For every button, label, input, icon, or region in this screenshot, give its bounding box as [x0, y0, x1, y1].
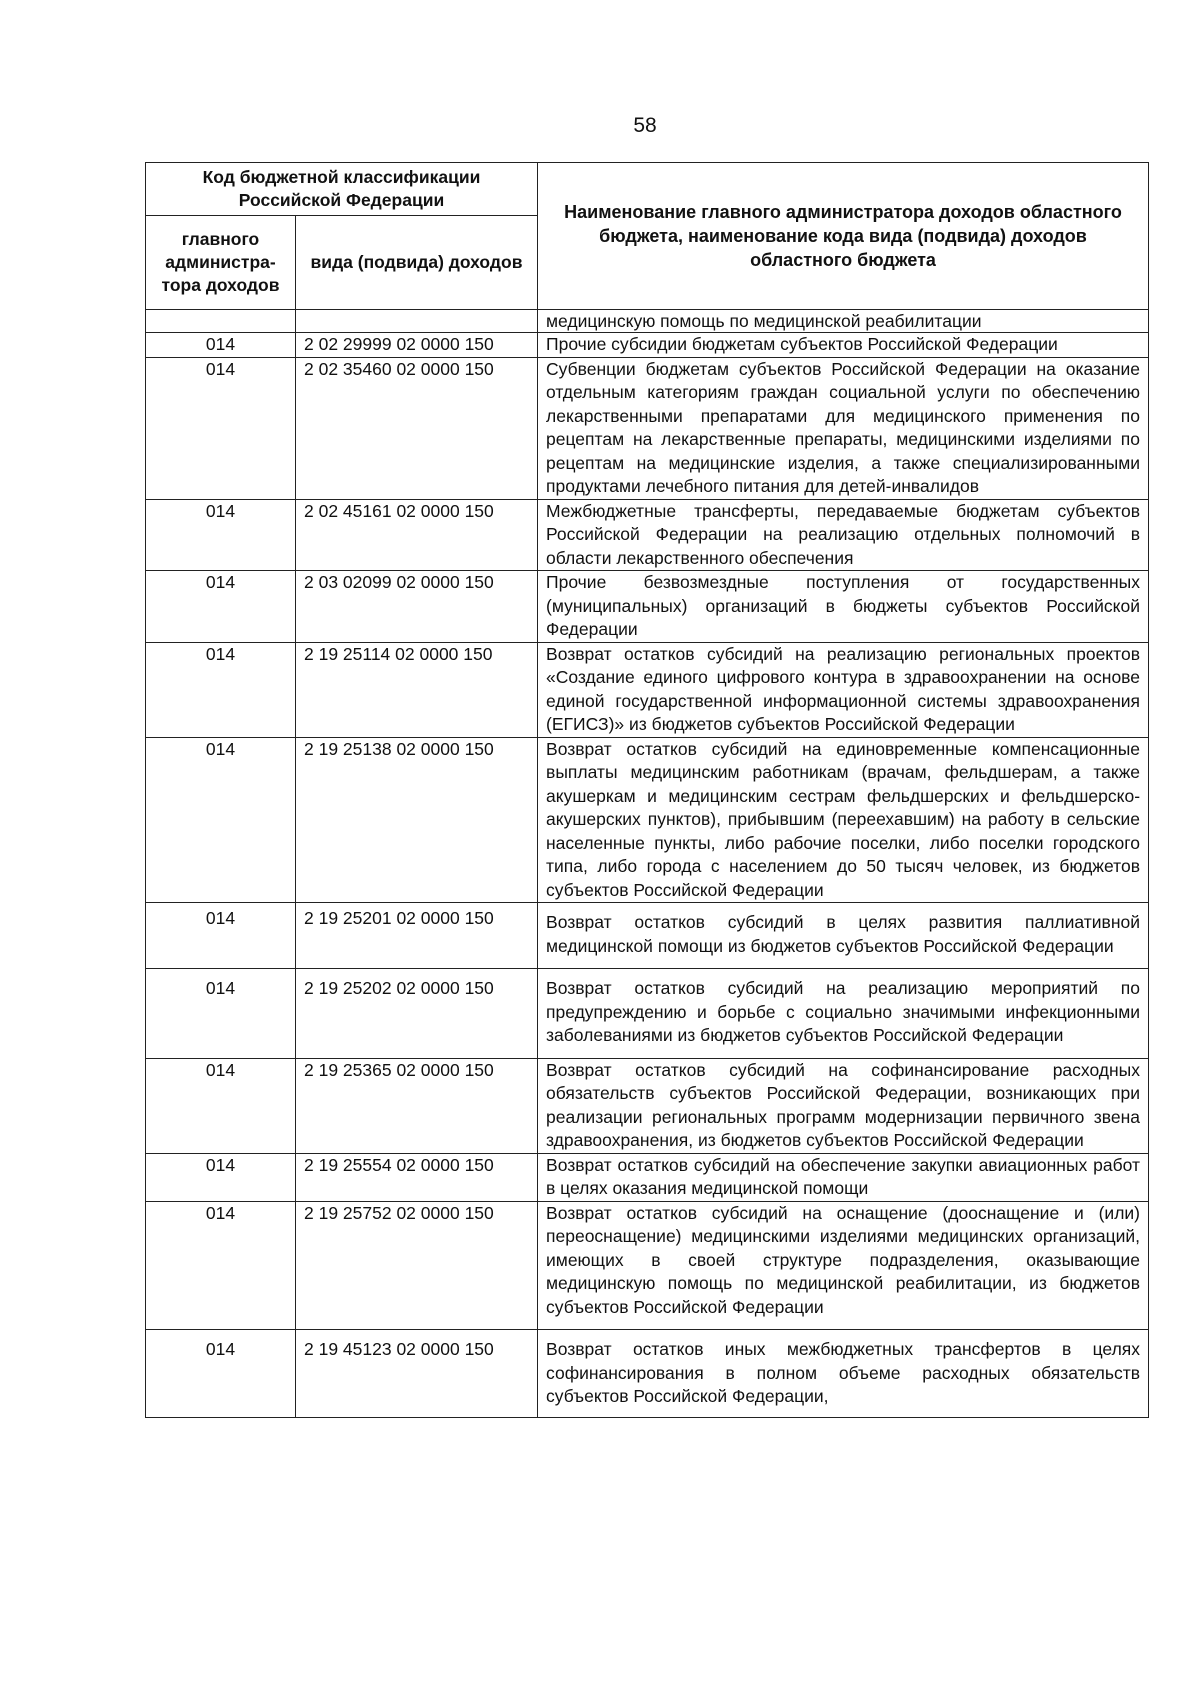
- table-row: [146, 333, 1149, 358]
- name-cell: Возврат остатков субсидий на обеспечение закупки авиационных работ в целях оказания медицинской помощи: [538, 1153, 1149, 1201]
- admin-cell: 014: [146, 333, 296, 358]
- table-row: [146, 737, 1149, 903]
- name-cell: Прочие безвозмездные поступления от государственных (муниципальных) организаций в бюджеты субъектов Российской Федерации: [538, 571, 1149, 643]
- table-row: [146, 969, 1149, 1059]
- name-cell: Возврат остатков субсидий на оснащение (дооснащение и (или) переоснащение) медицинскими изделиями медицинских организаций, имеющих в своей структуре подразделения, оказывающие медицинскую помощь по медицинской реабилитации, из бюджетов субъектов Российской Федерации: [538, 1201, 1149, 1330]
- code-cell: 2 19 45123 02 0000 150: [296, 1330, 538, 1418]
- table-row: [146, 642, 1149, 737]
- table-row: [146, 357, 1149, 499]
- admin-cell: 014: [146, 1153, 296, 1201]
- admin-cell: 014: [146, 969, 296, 1059]
- admin-cell: 014: [146, 499, 296, 571]
- admin-cell: 014: [146, 642, 296, 737]
- code-cell: 2 02 45161 02 0000 150: [296, 499, 538, 571]
- code-cell: 2 19 25365 02 0000 150: [296, 1058, 538, 1153]
- name-cell: Возврат остатков субсидий на единовременные компенсационные выплаты медицинским работникам (врачам, фельдшерам, а также акушеркам и медицинским сестрам фельдшерских и фельдшерско-акушерских пунктов), прибывшим (переехавшим) на работу в сельские населенные пункты, либо рабочие поселки, либо поселки городского типа, либо города с населением до 50 тысяч человек, из бюджетов субъектов Российской Федерации: [538, 737, 1149, 903]
- admin-cell: 014: [146, 357, 296, 499]
- admin-cell: 014: [146, 903, 296, 969]
- admin-cell: 014: [146, 1058, 296, 1153]
- name-cell: Возврат остатков субсидий на реализацию региональных проектов «Создание единого цифрового контура в здравоохранении на основе единой государственной информационной системы здравоохранения (ЕГИСЗ)» из бюджетов субъектов Российской Федерации: [538, 642, 1149, 737]
- code-cell: 2 19 25201 02 0000 150: [296, 903, 538, 969]
- code-cell: 2 19 25752 02 0000 150: [296, 1201, 538, 1330]
- admin-cell: 014: [146, 737, 296, 903]
- admin-cell: 014: [146, 1201, 296, 1330]
- code-cell: [296, 310, 538, 333]
- name-cell: Субвенции бюджетам субъектов Российской Федерации на оказание отдельным категориям граждан социальной услуги по обеспечению лекарственными препаратами для медицинского применения по рецептам на лекарственные препараты, медицинскими изделиями по рецептам на медицинские изделия, а также специализированными продуктами лечебного питания для детей-инвалидов: [538, 357, 1149, 499]
- code-cell: 2 19 25202 02 0000 150: [296, 969, 538, 1059]
- name-cell: медицинскую помощь по медицинской реабилитации: [538, 310, 1149, 333]
- table-row: [146, 1330, 1149, 1418]
- code-cell: 2 02 35460 02 0000 150: [296, 357, 538, 499]
- code-cell: 2 02 29999 02 0000 150: [296, 333, 538, 358]
- header-code-column: вида (подвида) доходов: [296, 216, 538, 310]
- table-row: [146, 903, 1149, 969]
- admin-cell: 014: [146, 571, 296, 643]
- table-row: [146, 571, 1149, 643]
- name-cell: Прочие субсидии бюджетам субъектов Российской Федерации: [538, 333, 1149, 358]
- table-row: [146, 1153, 1149, 1201]
- name-cell: Возврат остатков субсидий на софинансирование расходных обязательств субъектов Российской Федерации, возникающих при реализации региональных программ модернизации первичного звена здравоохранения, из бюджетов субъектов Российской Федерации: [538, 1058, 1149, 1153]
- table-row: [146, 1201, 1149, 1330]
- header-admin-column: главного администра-тора доходов: [146, 216, 296, 310]
- code-cell: 2 03 02099 02 0000 150: [296, 571, 538, 643]
- table-row-continuation: [146, 310, 1149, 333]
- code-cell: 2 19 25138 02 0000 150: [296, 737, 538, 903]
- code-cell: 2 19 25554 02 0000 150: [296, 1153, 538, 1201]
- budget-classification-table: [145, 162, 1149, 1418]
- name-cell: Возврат остатков субсидий в целях развития паллиативной медицинской помощи из бюджетов субъектов Российской Федерации: [538, 903, 1149, 969]
- admin-cell: [146, 310, 296, 333]
- header-budget-code-group: Код бюджетной классификации Российской Федерации: [146, 163, 538, 216]
- name-cell: Межбюджетные трансферты, передаваемые бюджетам субъектов Российской Федерации на реализацию отдельных полномочий в области лекарственного обеспечения: [538, 499, 1149, 571]
- name-cell: Возврат остатков субсидий на реализацию мероприятий по предупреждению и борьбе с социально значимыми инфекционными заболеваниями из бюджетов субъектов Российской Федерации: [538, 969, 1149, 1059]
- table-row: [146, 499, 1149, 571]
- code-cell: 2 19 25114 02 0000 150: [296, 642, 538, 737]
- page-number: 58: [633, 114, 657, 137]
- admin-cell: 014: [146, 1330, 296, 1418]
- header-name-column: Наименование главного администратора доходов областного бюджета, наименование кода вида (подвида) доходов областного бюджета: [538, 163, 1149, 310]
- table-row: [146, 1058, 1149, 1153]
- name-cell: Возврат остатков иных межбюджетных трансфертов в целях софинансирования в полном объеме расходных обязательств субъектов Российской Федерации,: [538, 1330, 1149, 1418]
